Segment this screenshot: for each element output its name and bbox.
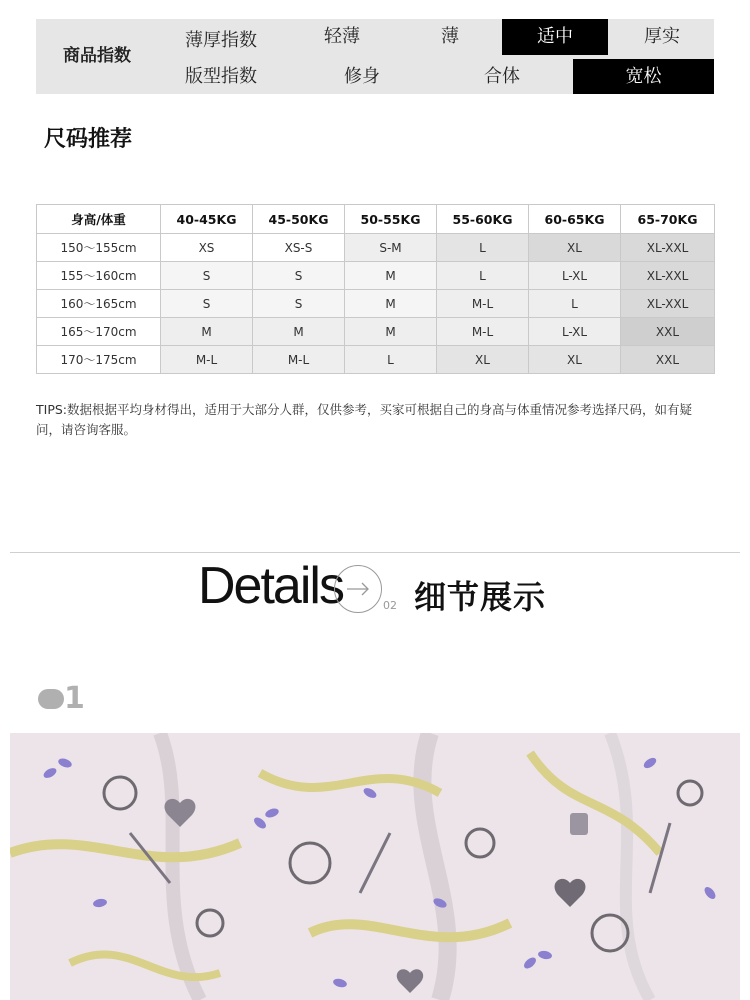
table-cell: M-L bbox=[161, 346, 253, 374]
table-cell: M bbox=[161, 318, 253, 346]
table-cell: S-M bbox=[345, 234, 437, 262]
details-title-chinese: 细节展示 bbox=[414, 578, 547, 616]
table-cell: XL-XXL bbox=[621, 290, 715, 318]
arrow-right-icon bbox=[334, 565, 382, 613]
item-number-dot-icon bbox=[38, 689, 64, 709]
detail-item-number: 1 bbox=[64, 681, 85, 716]
table-row bbox=[37, 346, 715, 374]
table-cell: M bbox=[345, 262, 437, 290]
table-cell: L bbox=[437, 234, 529, 262]
table-cell: 165～170cm bbox=[37, 318, 161, 346]
thickness-option-light: 轻薄 bbox=[324, 26, 360, 47]
size-table-header-row bbox=[37, 205, 715, 234]
product-index-title: 商品指数 bbox=[63, 46, 131, 66]
table-cell: XXL bbox=[621, 346, 715, 374]
table-cell: S bbox=[161, 262, 253, 290]
table-header-cell: 40-45KG bbox=[161, 205, 253, 234]
thickness-index-label: 薄厚指数 bbox=[185, 30, 257, 51]
fit-option-loose-selected: 宽松 bbox=[573, 59, 714, 94]
table-cell: 155～160cm bbox=[37, 262, 161, 290]
table-cell: XL-XXL bbox=[621, 234, 715, 262]
table-header-cell: 45-50KG bbox=[253, 205, 345, 234]
table-row bbox=[37, 318, 715, 346]
table-header-cell: 60-65KG bbox=[529, 205, 621, 234]
table-cell: S bbox=[253, 262, 345, 290]
table-cell: L-XL bbox=[529, 318, 621, 346]
table-cell: L bbox=[437, 262, 529, 290]
table-cell: XL-XXL bbox=[621, 262, 715, 290]
details-title-english: Details bbox=[198, 557, 343, 615]
fit-option-slim: 修身 bbox=[344, 66, 380, 87]
table-cell: XS-S bbox=[253, 234, 345, 262]
size-chart-table bbox=[36, 204, 715, 374]
table-header-cell: 65-70KG bbox=[621, 205, 715, 234]
table-cell: S bbox=[161, 290, 253, 318]
table-cell: L-XL bbox=[529, 262, 621, 290]
size-recommendation-heading: 尺码推荐 bbox=[44, 127, 133, 152]
table-cell: L bbox=[529, 290, 621, 318]
thickness-option-medium-selected: 适中 bbox=[502, 19, 608, 55]
table-cell: M-L bbox=[437, 318, 529, 346]
table-cell: 170～175cm bbox=[37, 346, 161, 374]
table-cell: L bbox=[345, 346, 437, 374]
table-header-cell: 身高/体重 bbox=[37, 205, 161, 234]
table-cell: M bbox=[253, 318, 345, 346]
fit-option-regular: 合体 bbox=[484, 66, 520, 87]
size-tips-text: TIPS:数据根据平均身材得出，适用于大部分人群，仅供参考，买家可根据自己的身高与体重情况参考选择尺码，如有疑问，请咨询客服。 bbox=[36, 402, 693, 437]
table-cell: XXL bbox=[621, 318, 715, 346]
table-row bbox=[37, 234, 715, 262]
table-cell: 150～155cm bbox=[37, 234, 161, 262]
product-detail-photo bbox=[10, 733, 740, 1000]
table-cell: M-L bbox=[253, 346, 345, 374]
thickness-option-thick: 厚实 bbox=[644, 26, 680, 47]
table-row bbox=[37, 262, 715, 290]
table-cell: M bbox=[345, 318, 437, 346]
table-row bbox=[37, 290, 715, 318]
table-cell: M bbox=[345, 290, 437, 318]
table-cell: 160～165cm bbox=[37, 290, 161, 318]
table-header-cell: 50-55KG bbox=[345, 205, 437, 234]
section-divider bbox=[10, 552, 740, 553]
table-cell: XS bbox=[161, 234, 253, 262]
table-cell: XL bbox=[529, 234, 621, 262]
table-cell: M-L bbox=[437, 290, 529, 318]
thickness-option-thin: 薄 bbox=[441, 26, 459, 47]
table-header-cell: 55-60KG bbox=[437, 205, 529, 234]
product-index-panel bbox=[36, 19, 714, 94]
fit-index-label: 版型指数 bbox=[185, 66, 257, 87]
table-cell: XL bbox=[529, 346, 621, 374]
table-cell: S bbox=[253, 290, 345, 318]
printed-fabric-image bbox=[10, 733, 740, 1000]
table-cell: XL bbox=[437, 346, 529, 374]
details-section-number: 02 bbox=[383, 599, 397, 612]
